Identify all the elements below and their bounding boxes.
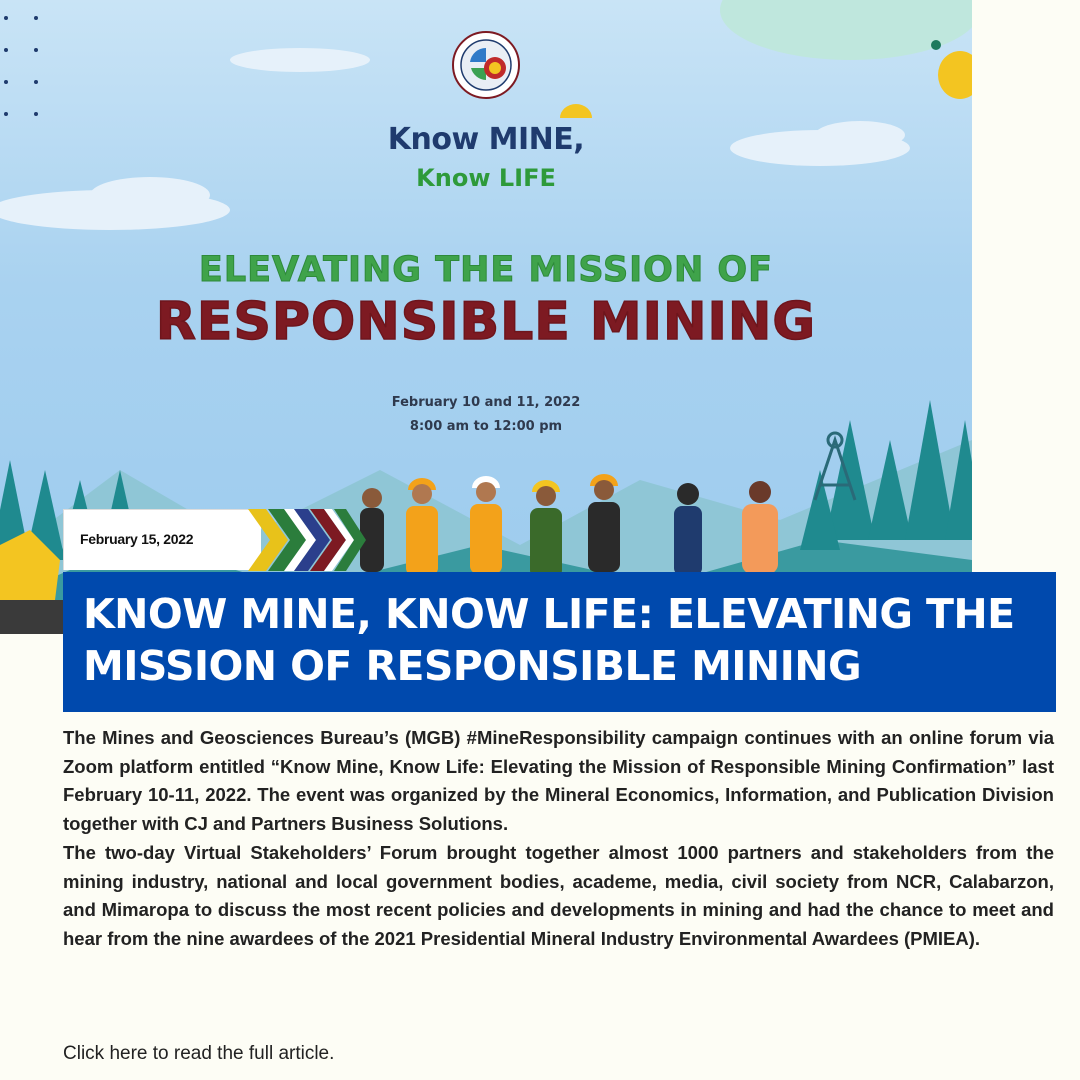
chevron-decoration-icon [248,509,368,571]
post-title: KNOW MINE, KNOW LIFE: ELEVATING THE MISSION OF RESPONSIBLE MINING [83,590,1015,690]
read-full-article-link[interactable]: Click here to read the full article. [63,1043,335,1064]
banner-event-time: 8:00 am to 12:00 pm [409,419,563,434]
post-paragraph-2: The two-day Virtual Stakeholders’ Forum brought together almost 1000 partners and stakeholders from the mining industry, national and local government bodies, academe, media, civil society from NCR, Calabarzon, and Mimaropa to discuss the most recent policies and developments in mining and had the chance to meet and hear from the nine awardees of the 2021 Presidential Mineral Industry Environmental Awardees (PMIEA). [63,841,1054,949]
banner-headline-main: RESPONSIBLE MINING [155,292,817,352]
post-title-box [63,572,1056,712]
banner-brand-line2: Know LIFE [416,164,556,192]
post-date: February 15, 2022 [80,531,194,547]
banner-event-dates: February 10 and 11, 2022 [391,395,581,410]
banner-brand-line1: Know MINE, [387,122,585,157]
banner-headline-top: ELEVATING THE MISSION OF [198,250,774,290]
post-paragraph-1: The Mines and Geosciences Bureau’s (MGB) #MineResponsibility campaign continues with an online forum via Zoom platform entitled “Know Mine, Know Life: Elevating the Mission of Responsible Mining Confirmation” last February 10-11, 2022. The event was organized by the Mineral Economics, Information, and Publication Division together with CJ and Partners Business Solutions. [63,727,1054,835]
post-body [63,724,1054,954]
post-date-tab [63,509,261,570]
